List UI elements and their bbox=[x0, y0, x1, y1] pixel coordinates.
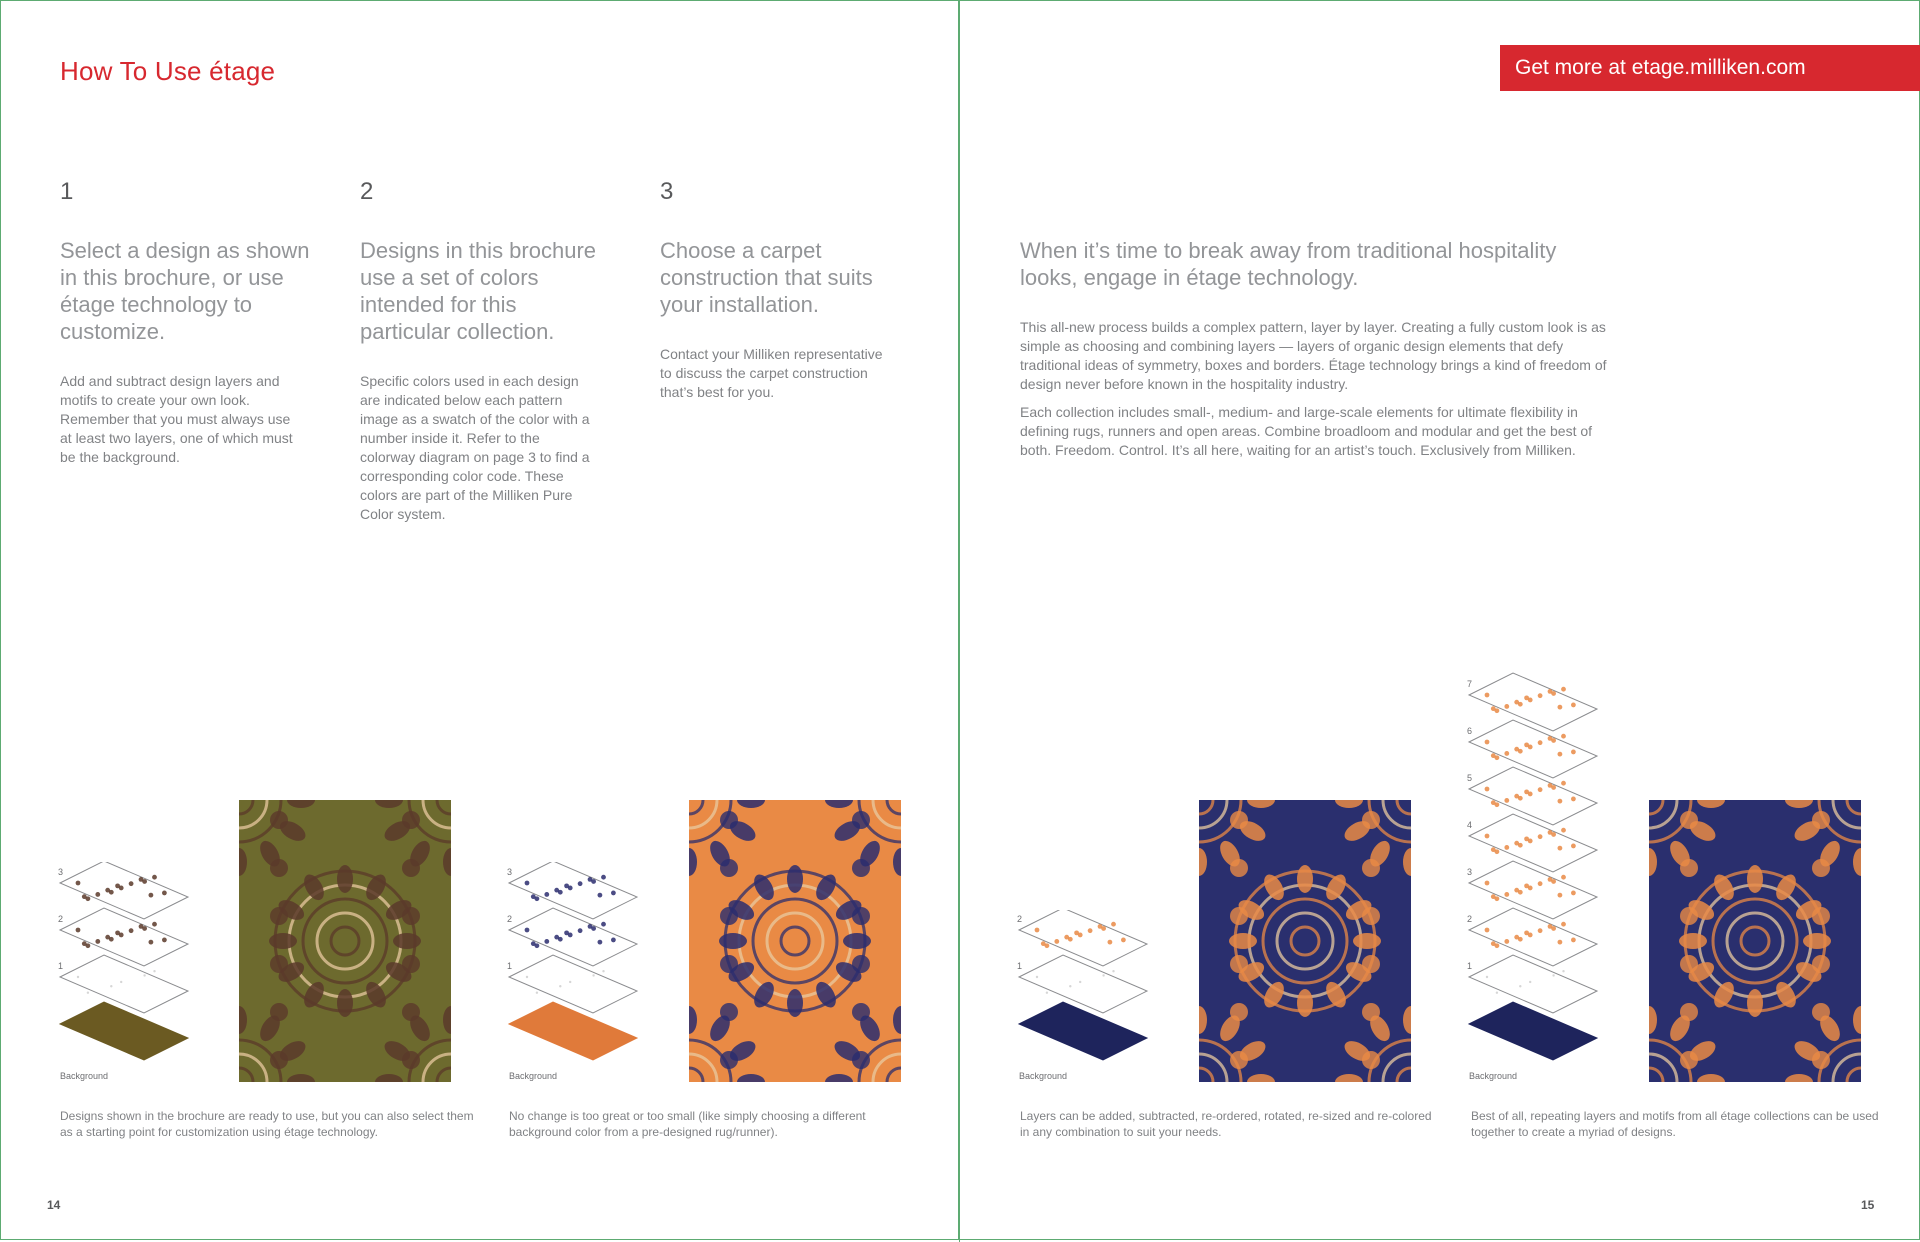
caption-example-3: Layers can be added, subtracted, re-ordered, rotated, re-sized and re-colored in any combination to suit your needs. bbox=[1020, 1109, 1432, 1139]
caption-example-2: No change is too great or too small (like simply choosing a different background color from a pre-designed rug/runner). bbox=[509, 1109, 866, 1139]
layer-number: 3 bbox=[1467, 867, 1473, 877]
page-title: How To Use étage bbox=[60, 56, 276, 86]
layer-number: 3 bbox=[58, 867, 64, 877]
layer-number: 7 bbox=[1467, 679, 1473, 689]
layer-stack-graphic bbox=[507, 862, 647, 1076]
layer-number: 2 bbox=[1467, 914, 1473, 924]
page-number-left: 14 bbox=[47, 1198, 61, 1212]
rug-pattern-graphic bbox=[239, 800, 451, 1082]
design-layer-1 bbox=[58, 955, 188, 1013]
step-3-number: 3 bbox=[660, 178, 674, 205]
step-1-body: Add and subtract design layers and motifs to create your own look. Remember that you must always use at least two layers, one of which must be the background. bbox=[60, 373, 293, 465]
layer-number: 1 bbox=[507, 961, 513, 971]
background-label: Background bbox=[1469, 1071, 1518, 1081]
layer-stack-example-3 bbox=[1017, 910, 1157, 1076]
rug-preview-example-3 bbox=[1199, 800, 1411, 1082]
layer-number: 6 bbox=[1467, 726, 1473, 736]
intro-paragraph-1: This all-new process builds a complex pattern, layer by layer. Creating a fully custom look is as simple as choosing and combining layers — layers of organic design elements that defy traditional ideas of symmetry, boxes and borders. Étage technology brings a kind of freedom of design never before known in the hospitality industry. bbox=[1020, 319, 1607, 392]
rug-preview-example-2 bbox=[689, 800, 901, 1082]
layer-stack-graphic bbox=[58, 862, 198, 1076]
background-label: Background bbox=[509, 1071, 558, 1081]
rug-pattern-graphic bbox=[689, 800, 901, 1082]
step-2-headline: Designs in this brochure use a set of colors intended for this particular collection. bbox=[360, 238, 597, 344]
background-label: Background bbox=[60, 1071, 109, 1081]
rug-preview-example-1 bbox=[239, 800, 451, 1082]
layer-number: 1 bbox=[58, 961, 64, 971]
design-layer-3 bbox=[1467, 861, 1597, 919]
step-3-headline: Choose a carpet construction that suits your installation. bbox=[660, 238, 873, 317]
layer-number: 1 bbox=[1467, 961, 1473, 971]
page-number-right: 15 bbox=[1861, 1198, 1875, 1212]
design-layer-7 bbox=[1467, 673, 1597, 731]
step-1-number: 1 bbox=[60, 178, 74, 205]
layer-stack-example-2 bbox=[507, 862, 647, 1076]
design-layer-2 bbox=[1017, 910, 1147, 966]
layer-stack-example-4 bbox=[1467, 670, 1607, 1076]
design-layer-1 bbox=[1467, 955, 1597, 1013]
layer-number: 5 bbox=[1467, 773, 1473, 783]
design-layer-3 bbox=[58, 862, 188, 919]
background-layer bbox=[509, 1002, 637, 1060]
layer-number: 4 bbox=[1467, 820, 1473, 830]
layer-number: 2 bbox=[1017, 914, 1023, 924]
etage-website-link[interactable]: Get more at etage.milliken.com bbox=[1500, 45, 1920, 91]
layer-number: 3 bbox=[507, 867, 513, 877]
background-layer bbox=[1019, 1002, 1147, 1060]
design-layer-2 bbox=[58, 908, 188, 966]
rug-pattern-graphic bbox=[1199, 800, 1411, 1082]
layer-number: 2 bbox=[507, 914, 513, 924]
step-3-body: Contact your Milliken representative to discuss the carpet construction that’s best for you. bbox=[660, 346, 883, 400]
design-layer-5 bbox=[1467, 767, 1597, 825]
caption-example-4: Best of all, repeating layers and motifs from all étage collections can be used together to create a myriad of designs. bbox=[1471, 1109, 1879, 1139]
step-2-number: 2 bbox=[360, 178, 374, 205]
design-layer-4 bbox=[1467, 814, 1597, 872]
design-layer-6 bbox=[1467, 720, 1597, 778]
layer-stack-example-1 bbox=[58, 862, 198, 1076]
layer-number: 1 bbox=[1017, 961, 1023, 971]
background-layer bbox=[1469, 1002, 1597, 1060]
design-layer-2 bbox=[1467, 908, 1597, 966]
background-layer bbox=[60, 1002, 188, 1060]
layer-stack-graphic bbox=[1467, 670, 1607, 1076]
layer-number: 2 bbox=[58, 914, 64, 924]
page-spine bbox=[959, 0, 960, 1242]
design-layer-1 bbox=[1017, 955, 1147, 1013]
rug-pattern-graphic bbox=[1649, 800, 1861, 1082]
background-label: Background bbox=[1019, 1071, 1068, 1081]
intro-paragraph-2: Each collection includes small-, medium- and large-scale elements for ultimate flexibility in defining rugs, runners and open areas. Combine broadloom and modular and get the best of both. Freedom. Control. It’s all here, waiting for an artist’s touch. Exclusively from Milliken. bbox=[1020, 404, 1593, 458]
layer-stack-graphic bbox=[1017, 910, 1157, 1076]
design-layer-3 bbox=[507, 862, 637, 919]
step-1-headline: Select a design as shown in this brochure, or use étage technology to customize. bbox=[60, 238, 310, 344]
design-layer-2 bbox=[507, 908, 637, 966]
rug-preview-example-4 bbox=[1649, 800, 1861, 1082]
design-layer-1 bbox=[507, 955, 637, 1013]
step-2-body: Specific colors used in each design are indicated below each pattern image as a swatch of the color with a number inside it. Refer to the colorway diagram on page 3 to find a corresponding color code. These colors are part of the Milliken Pure Color system. bbox=[360, 373, 590, 522]
intro-headline: When it’s time to break away from traditional hospitality looks, engage in étage technology. bbox=[1020, 238, 1557, 290]
caption-example-1: Designs shown in the brochure are ready to use, but you can also select them as a starting point for customization using étage technology. bbox=[60, 1109, 474, 1139]
